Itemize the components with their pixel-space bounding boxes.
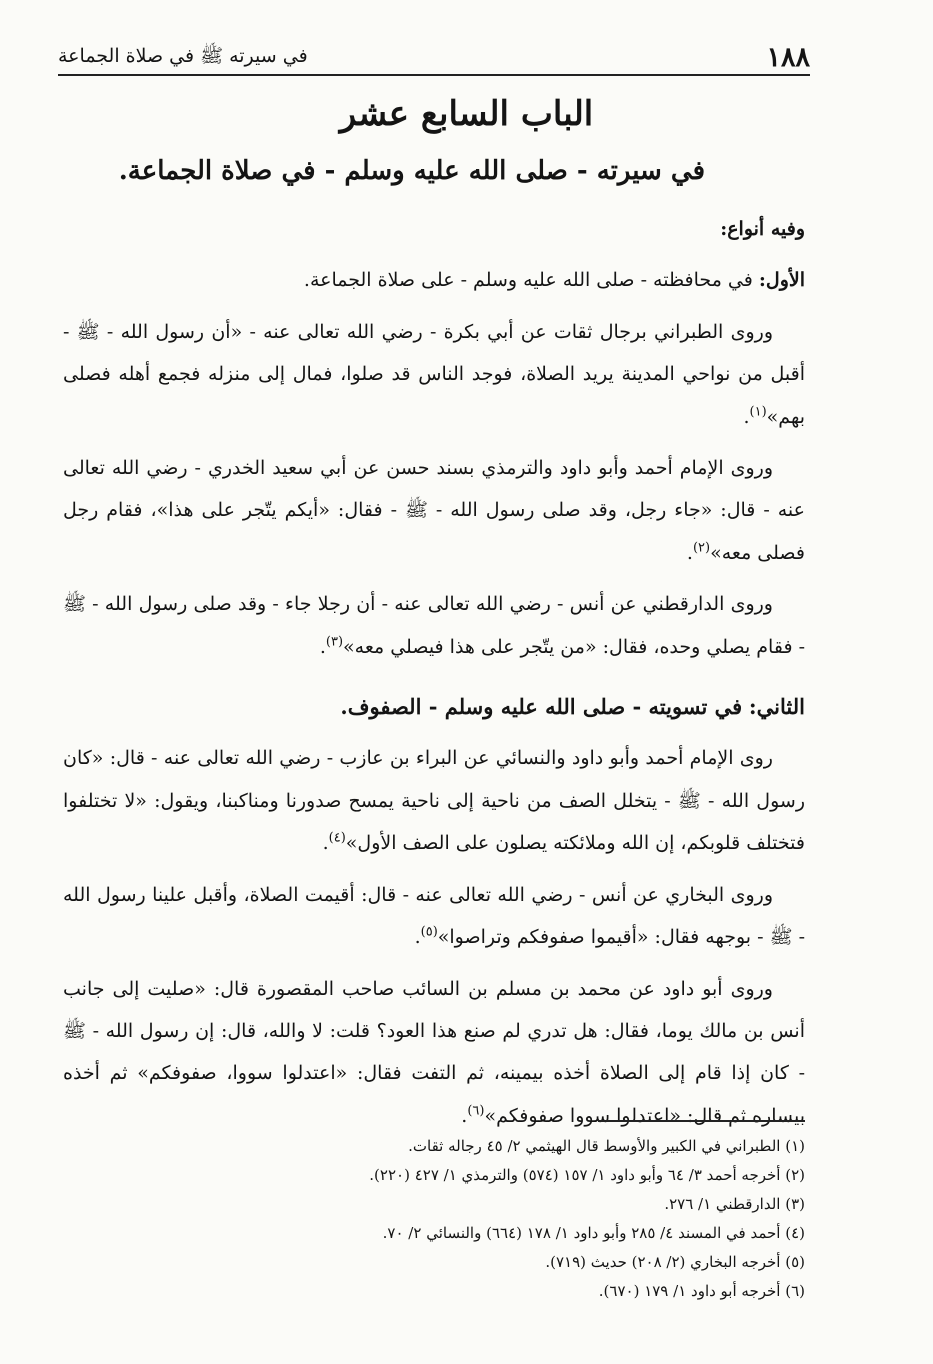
- section-2-label: الثاني:: [748, 694, 805, 720]
- footnote-1: (١) الطبراني في الكبير والأوسط قال الهيثمي ٢/ ٤٥ رجاله ثقات.: [408, 1137, 805, 1155]
- footnote-6: (٦) أخرجه أبو داود ١/ ١٧٩ (٦٧٠).: [598, 1282, 805, 1300]
- footnote-ref-2[interactable]: (٢): [692, 540, 711, 556]
- running-header-title: في سيرته ﷺ في صلاة الجماعة: [58, 45, 308, 67]
- section-1-title: في محافظته - صلى الله عليه وسلم - على صلاة الجماعة.: [303, 269, 753, 292]
- section-1-label: الأول:: [758, 269, 805, 292]
- page-number: ١٨٨: [766, 42, 810, 73]
- section-2-title: في تسويته - صلى الله عليه وسلم - الصفوف.: [340, 694, 743, 720]
- footnote-5: (٥) أخرجه البخاري (٢/ ٢٠٨) حديث (٧١٩).: [545, 1253, 805, 1271]
- section-2-heading: [63, 686, 805, 728]
- footnote-ref-3[interactable]: (٣): [325, 634, 344, 650]
- footnote-ref-5[interactable]: (٥): [420, 924, 438, 940]
- paragraph-6: وروى أبو داود عن محمد بن مسلم بن السائب صاحب المقصورة قال: «صليت إلى جانب أنس بن مالك يوما، فقال: هل تدري لم صنع هذا العود؟ قلت: لا والله، قال: إن رسول الله - ﷺ - كان إذا قام إلى الصلاة أخذه بيمينه، ثم التفت فقال: «اعتدلوا سووا، صفوفكم» ثم أخذه بيساره ثم قال: «اعتدلوا سووا صفوفكم»$^{(٦)}$.: [63, 977, 805, 1127]
- section-1-heading: [63, 259, 805, 301]
- paragraph-5: وروى البخاري عن أنس - رضي الله تعالى عنه - قال: أقيمت الصلاة، وأقبل علينا رسول الله - ﷺ - بوجهه فقال: «أقيموا صفوفكم وتراصوا»$^{(٥)}$.: [63, 883, 805, 949]
- body-text: [63, 208, 805, 1137]
- paragraph-2-text: وروى الإمام أحمد وأبو داود والترمذي بسند حسن عن أبي سعيد الخدري - رضي الله تعالى عنه - قال: «جاء رجل، وقد صلى رسول الله - ﷺ - فقال: «أيكم يتّجر على هذا»، فقام رجل فصلى معه»: [63, 457, 805, 564]
- paragraph-3-text: وروى الدارقطني عن أنس - رضي الله تعالى عنه - أن رجلا جاء - وقد صلى رسول الله - ﷺ - فقام يصلي وحده، فقال: «من يتّجر على هذا فيصلي معه»: [63, 593, 805, 658]
- paragraph-1-text: وروى الطبراني برجال ثقات عن أبي بكرة - رضي الله تعالى عنه - «أن رسول الله - ﷺ - أقبل من نواحي المدينة يريد الصلاة، فوجد الناس قد صلوا، فمال إلى منزله فجمع أهله فصلى بهم»: [63, 320, 805, 428]
- chapter-subtitle: في سيرته - صلى الله عليه وسلم - في صلاة الجماعة.: [118, 156, 705, 186]
- footnotes: [245, 1132, 805, 1306]
- footnote-ref-1[interactable]: (١): [749, 404, 767, 420]
- footnote-4: (٤) أحمد في المسند ٤/ ٢٨٥ وأبو داود ١/ ١٧٨ (٦٦٤) والنسائي ٢/ ٧٠.: [382, 1224, 805, 1242]
- footnote-2: (٢) أخرجه أحمد ٣/ ٦٤ وأبو داود ١/ ١٥٧ (٥٧٤) والترمذي ١/ ٤٢٧ (٢٢٠).: [369, 1166, 805, 1184]
- paragraph-2: وروى الإمام أحمد وأبو داود والترمذي بسند حسن عن أبي سعيد الخدري - رضي الله تعالى عنه - قال: «جاء رجل، وقد صلى رسول الله - ﷺ - فقال: «أيكم يتّجر على هذا»، فقام رجل فصلى معه»$^{(٢)}$.: [63, 457, 805, 564]
- chapter-title: الباب السابع عشر: [339, 94, 594, 134]
- paragraph-5-text: وروى البخاري عن أنس - رضي الله تعالى عنه - قال: أقيمت الصلاة، وأقبل علينا رسول الله - ﷺ - بوجهه فقال: «أقيموا صفوفكم وتراصوا»: [63, 883, 805, 949]
- footnote-ref-6[interactable]: (٦): [467, 1103, 485, 1119]
- paragraph-4: روى الإمام أحمد وأبو داود والنسائي عن البراء بن عازب - رضي الله تعالى عنه - قال: «كان رسول الله - ﷺ - يتخلل الصف من ناحية إلى ناحية يمسح صدورنا ومناكبنا، ويقول: «لا تختلفوا فتختلف قلوبكم، إن الله وملائكته يصلون على الصف الأول»$^{(٤)}$.: [63, 747, 805, 855]
- footnote-ref-4[interactable]: (٤): [328, 830, 346, 846]
- paragraph-4-text: روى الإمام أحمد وأبو داود والنسائي عن البراء بن عازب - رضي الله تعالى عنه - قال: «كان رسول الله - ﷺ - يتخلل الصف من ناحية إلى ناحية يمسح صدورنا ومناكبنا، ويقول: «لا تختلفوا فتختلف قلوبكم، إن الله وملائكته يصلون على الصف الأول»: [63, 747, 805, 855]
- running-header: [58, 30, 810, 76]
- paragraph-3: وروى الدارقطني عن أنس - رضي الله تعالى عنه - أن رجلا جاء - وقد صلى رسول الله - ﷺ - فقام يصلي وحده، فقال: «من يتّجر على هذا فيصلي معه»$^{(٣)}$.: [63, 593, 805, 658]
- intro-line: وفيه أنواع:: [720, 218, 805, 240]
- paragraph-6-text: وروى أبو داود عن محمد بن مسلم بن السائب صاحب المقصورة قال: «صليت إلى جانب أنس بن مالك يوما، فقال: هل تدري لم صنع هذا العود؟ قلت: لا والله، قال: إن رسول الله - ﷺ - كان إذا قام إلى الصلاة أخذه بيمينه، ثم التفت فقال: «اعتدلوا سووا، صفوفكم» ثم أخذه بيساره ثم قال: «اعتدلوا سووا صفوفكم»: [63, 977, 805, 1127]
- footnote-3: (٣) الدارقطني ١/ ٢٧٦.: [664, 1195, 805, 1213]
- paragraph-1: وروى الطبراني برجال ثقات عن أبي بكرة - رضي الله تعالى عنه - «أن رسول الله - ﷺ - أقبل من نواحي المدينة يريد الصلاة، فوجد الناس قد صلوا، فمال إلى منزله فجمع أهله فصلى بهم»$^{(١)}$.: [63, 320, 805, 428]
- footnote-divider: [598, 1120, 805, 1122]
